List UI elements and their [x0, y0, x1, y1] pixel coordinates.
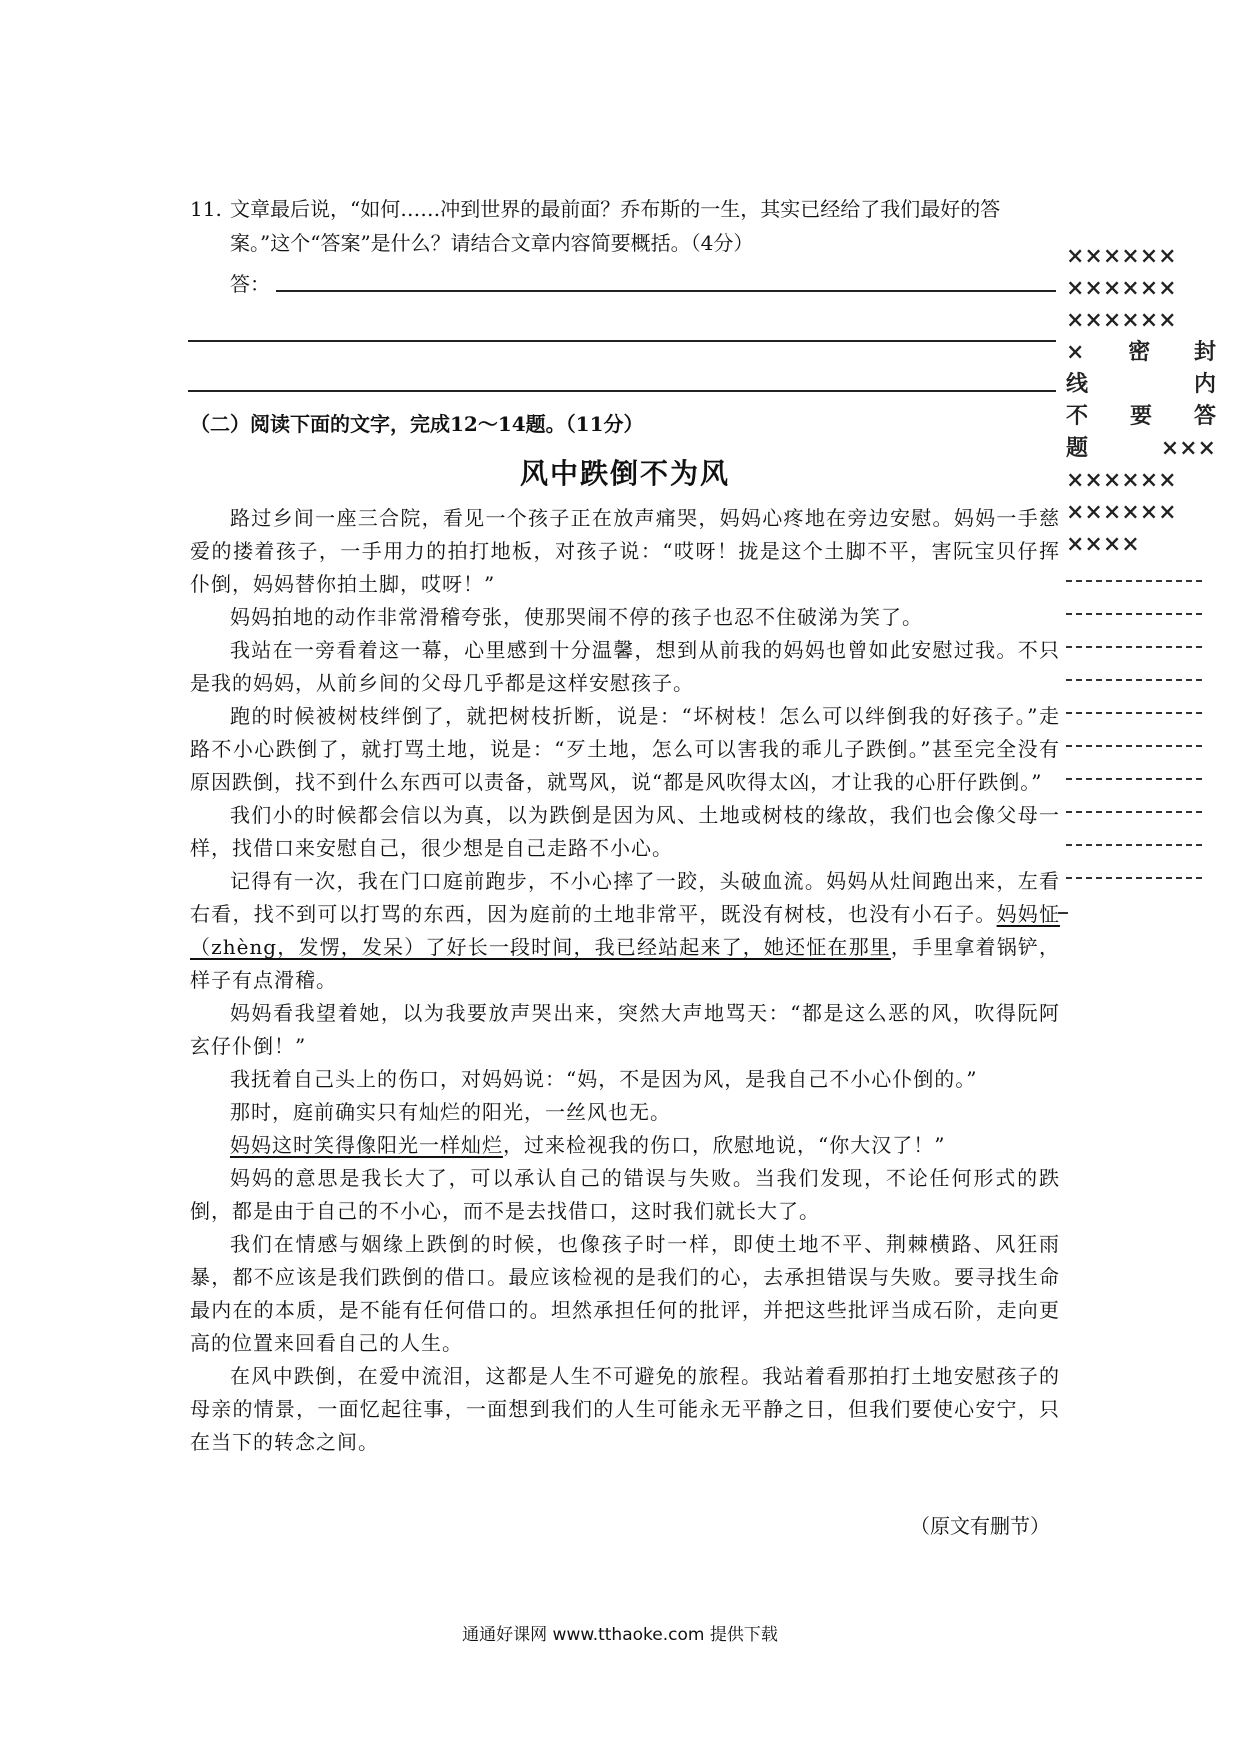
- dash-line: [1066, 778, 1202, 780]
- dash-line: [1066, 811, 1202, 813]
- answer-line-1[interactable]: [276, 290, 1056, 292]
- section-header: （二）阅读下面的文字，完成12～14题。（11分）: [190, 412, 644, 436]
- dash-line: [1066, 679, 1202, 681]
- paragraph-3: 我站在一旁看着这一幕，心里感到十分温馨，想到从前我的妈妈也曾如此安慰过我。不只是我的妈妈，从前乡间的父母几乎都是这样安慰孩子。: [190, 638, 1060, 695]
- paragraph-6: [190, 865, 1060, 997]
- source-note: （原文有删节）: [910, 1514, 1050, 1538]
- paragraph-4: 跑的时候被树枝绊倒了，就把树枝折断，说是：“坏树枝！怎么可以绊倒我的好孩子。”走路不小心跌倒了，就打骂土地，说是：“歹土地，怎么可以害我的乖儿子跌倒。”甚至完全没有原因跌倒，找不到什么东西可以责备，就骂风，说“都是风吹得太凶，才让我的心肝仔跌倒。”: [190, 704, 1060, 794]
- question-number: 11.: [190, 197, 222, 221]
- stray-mark: [1058, 912, 1068, 914]
- seal-row-1: ××××××: [1066, 243, 1177, 269]
- seal-char: 要: [1129, 403, 1152, 429]
- seal-char: 线: [1066, 371, 1089, 397]
- seal-char: 题: [1066, 435, 1089, 461]
- seal-char: 内: [1193, 371, 1216, 397]
- paragraph-12: 我们在情感与姻缘上跌倒的时候，也像孩子时一样，即使土地不平、荆棘横路、风狂雨暴，都不应该是我们跌倒的借口。最应该检视的是我们的心，去承担错误与失败。要寻找生命最内在的本质，是不能有任何借口的。坦然承担任何的批评，并把这些批评当成石阶，走向更高的位置来回看自己的人生。: [190, 1232, 1060, 1355]
- article-title: 风中跌倒不为风: [519, 457, 730, 490]
- paragraph-1: 路过乡间一座三合院，看见一个孩子正在放声痛哭，妈妈心疼地在旁边安慰。妈妈一手慈爱的搂着孩子，一手用力的拍打地板，对孩子说：“哎呀！拢是这个土脚不平，害阮宝贝仔挥仆倒，妈妈替你拍土脚，哎呀！”: [190, 506, 1060, 596]
- paragraph-13: 在风中跌倒，在爱中流泪，这都是人生不可避免的旅程。我站着看那拍打土地安慰孩子的母亲的情景，一面忆起往事，一面想到我们的人生可能永无平静之日，但我们要使心安宁，只在当下的转念之间。: [190, 1364, 1060, 1454]
- paragraph-8: 我抚着自己头上的伤口，对妈妈说：“妈，不是因为风，是我自己不小心仆倒的。”: [230, 1067, 978, 1091]
- paragraph-9: 那时，庭前确实只有灿烂的阳光，一丝风也无。: [230, 1100, 671, 1124]
- paragraph-11: 妈妈的意思是我长大了，可以承认自己的错误与失败。当我们发现，不论任何形式的跌倒，都是由于自己的不小心，而不是去找借口，这时我们就长大了。: [190, 1166, 1060, 1223]
- underlined-sentence-1: 妈妈怔（zhèng，发愣，发呆）了好长一段时间，我已经站起来了，她还怔在那里: [190, 902, 1061, 959]
- dash-line: [1066, 613, 1202, 615]
- dash-line: [1066, 844, 1202, 846]
- footer-credit[interactable]: 通通好课网 www.tthaoke.com 提供下载: [462, 1625, 778, 1645]
- cut-line-dashes: [1066, 580, 1202, 910]
- seal-row-7: [1066, 432, 1216, 464]
- dash-line: [1066, 877, 1202, 879]
- answer-label: 答：: [230, 272, 270, 296]
- underlined-sentence-2: 妈妈这时笑得像阳光一样灿烂: [230, 1133, 503, 1157]
- question-11: [190, 192, 1060, 260]
- seal-char: 密: [1128, 339, 1151, 365]
- seal-row-6: [1066, 400, 1216, 432]
- paragraph-6-text-a: 记得有一次，我在门口庭前跑步，不小心摔了一跤，头破血流。妈妈从灶间跑出来，左看右看，找不到可以打骂的东西，因为庭前的土地非常平，既没有树枝，也没有小石子。: [190, 869, 1060, 926]
- paragraph-10-text-b: ，过来检视我的伤口，欣慰地说，“你大汉了！”: [503, 1133, 946, 1157]
- seal-char: 封: [1193, 339, 1216, 365]
- seal-char: 不: [1066, 403, 1089, 429]
- seal-char: 答: [1193, 403, 1216, 429]
- paragraph-10: [190, 1129, 1060, 1162]
- dash-line: [1066, 712, 1202, 714]
- question-text: 文章最后说，“如何……冲到世界的最前面？乔布斯的一生，其实已经给了我们最好的答案。”这个“答案”是什么？请结合文章内容简要概括。（4分）: [230, 197, 1001, 255]
- paragraph-7: 妈妈看我望着她，以为我要放声哭出来，突然大声地骂天：“都是这么恶的风，吹得阮阿玄仔仆倒！”: [190, 1001, 1060, 1058]
- answer-line-2[interactable]: [188, 340, 1056, 342]
- paragraph-5: 我们小的时候都会信以为真，以为跌倒是因为风、土地或树枝的缘故，我们也会像父母一样，找借口来安慰自己，很少想是自己走路不小心。: [190, 803, 1060, 860]
- seal-row-2: ××××××: [1066, 275, 1177, 301]
- seal-row-10: ××××: [1066, 531, 1140, 557]
- paragraph-2: 妈妈拍地的动作非常滑稽夸张，使那哭闹不停的孩子也忍不住破涕为笑了。: [230, 605, 923, 629]
- answer-line-3[interactable]: [188, 390, 1056, 392]
- seal-char: ×: [1066, 339, 1085, 365]
- answer-row: [230, 268, 1060, 302]
- seal-row-8: ××××××: [1066, 467, 1177, 493]
- seal-row-4: [1066, 336, 1216, 368]
- article-body: [190, 502, 1060, 1459]
- paragraph-6-text-b: ，手里拿着锅铲，样子有点滑稽。: [190, 935, 1061, 992]
- seal-row-5: [1066, 368, 1216, 400]
- dash-line: [1066, 580, 1202, 582]
- seal-margin: [1066, 240, 1216, 560]
- seal-row-9: ××××××: [1066, 499, 1177, 525]
- seal-char: ×××: [1160, 435, 1216, 461]
- dash-line: [1066, 745, 1202, 747]
- seal-row-3: ××××××: [1066, 307, 1177, 333]
- dash-line: [1066, 646, 1202, 648]
